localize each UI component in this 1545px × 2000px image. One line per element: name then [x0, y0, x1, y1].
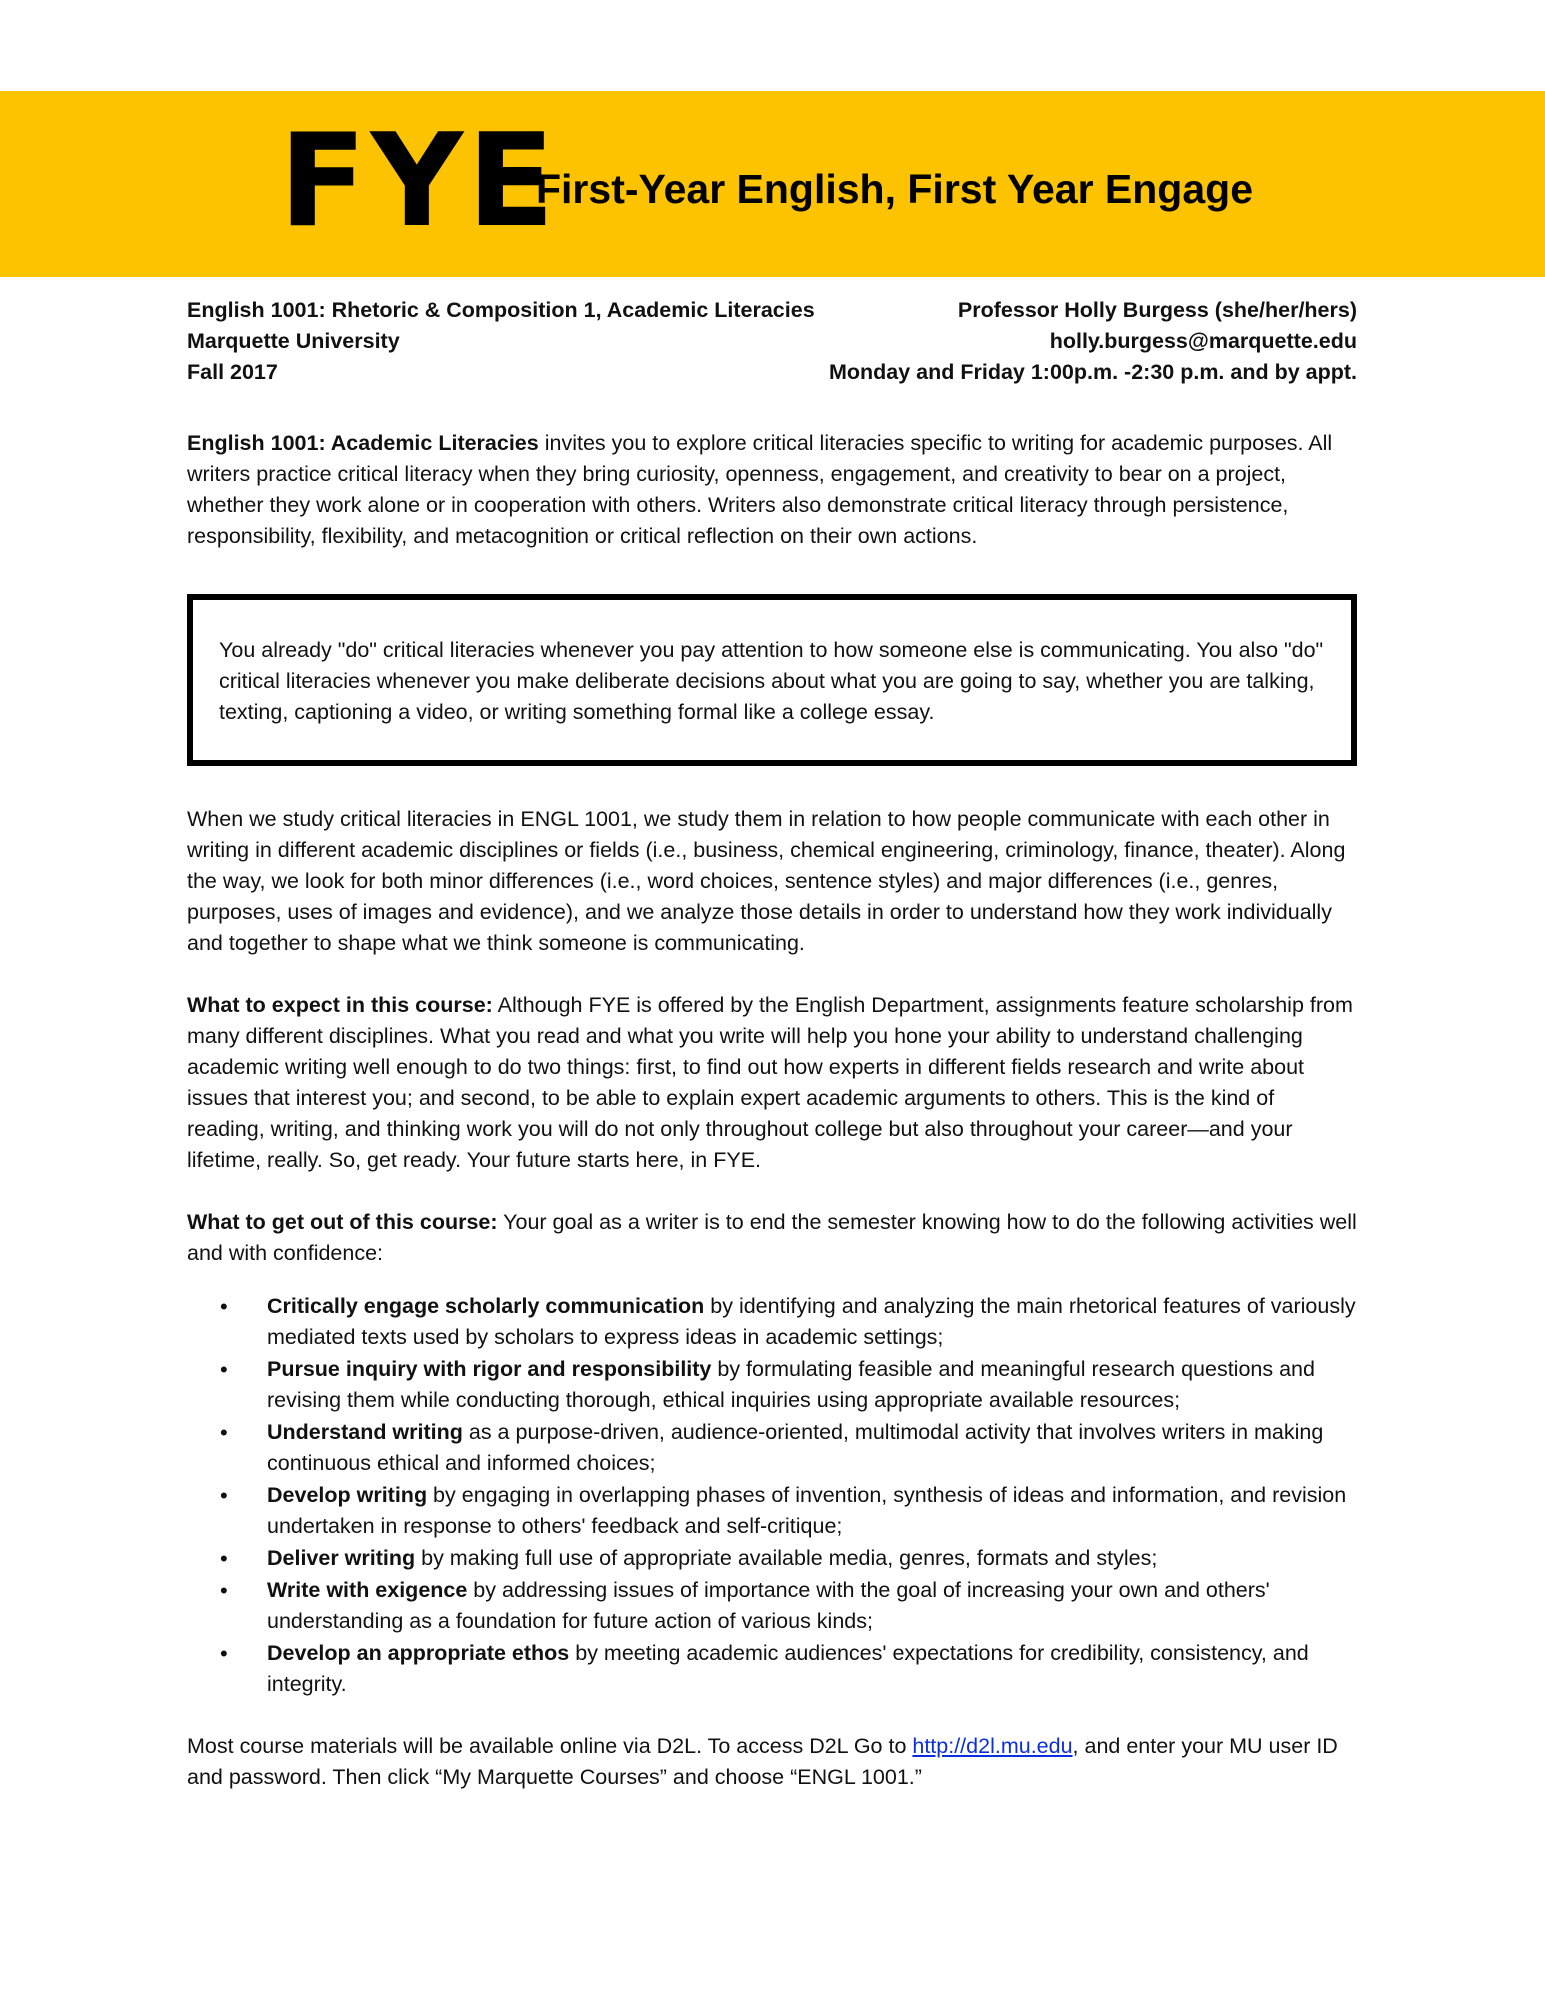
- list-item: [220, 1291, 1357, 1353]
- outcome-title: Critically engage scholarly communication: [267, 1294, 705, 1318]
- course-title: English 1001: Rhetoric & Composition 1, Academic Literacies: [187, 298, 815, 322]
- outcome-text: as a purpose-driven, audience-oriented, multimodal activity that involves writers in making continuous ethical and informed choices;: [267, 1420, 1324, 1475]
- bullet-icon: •: [220, 1420, 228, 1445]
- bullet-icon: •: [220, 1357, 228, 1382]
- list-item: [220, 1543, 1357, 1574]
- list-item: [220, 1638, 1357, 1700]
- goals-paragraph: [187, 1207, 1357, 1269]
- outcome-title: Develop writing: [267, 1483, 428, 1507]
- callout-text: You already "do" critical literacies whenever you pay attention to how someone else is communicating. You also "do" critical literacies whenever you make deliberate decisions about what you are going to say, whether you are talking, texting, captioning a video, or writing something formal like a college essay.: [219, 638, 1324, 724]
- expect-paragraph: [187, 990, 1357, 1176]
- outcome-text: by engaging in overlapping phases of invention, synthesis of ideas and information, and revision undertaken in response to others' feedback and self-critique;: [267, 1483, 1347, 1538]
- bullet-icon: •: [220, 1641, 228, 1666]
- outcome-text: by meeting academic audiences' expectations for credibility, consistency, and integrity.: [267, 1641, 1309, 1696]
- university-name: Marquette University: [187, 329, 400, 353]
- intro-text: invites you to explore critical literacies specific to writing for academic purposes. All writers practice critical literacy when they bring curiosity, openness, engagement, and creativity to bear on a project, whether they work alone or in cooperation with others. Writers also demonstrate critical literacy through persistence, responsibility, flexibility, and metacognition or critical reflection on their own actions.: [187, 431, 1333, 548]
- outcome-title: Pursue inquiry with rigor and responsibility: [267, 1357, 712, 1381]
- course-header: [187, 295, 1357, 388]
- expect-lead: What to expect in this course:: [187, 993, 493, 1017]
- list-item: [220, 1480, 1357, 1542]
- outcome-text: by identifying and analyzing the main rhetorical features of variously mediated texts used by scholars to express ideas in academic settings;: [267, 1294, 1356, 1349]
- closing-text-after: , and enter your MU user ID and password. Then click “My Marquette Courses” and choose “ENGL 1001.”: [187, 1734, 1338, 1789]
- outcome-title: Write with exigence: [267, 1578, 468, 1602]
- outcome-text: by addressing issues of importance with the goal of increasing your own and others' understanding as a foundation for future action of various kinds;: [267, 1578, 1270, 1633]
- bullet-icon: •: [220, 1294, 228, 1319]
- office-hours: Monday and Friday 1:00p.m. -2:30 p.m. and by appt.: [828, 360, 1357, 384]
- outcome-text: by formulating feasible and meaningful research questions and revising them while conducting thorough, ethical inquiries using appropriate available resources;: [267, 1357, 1315, 1412]
- intro-lead: English 1001: Academic Literacies: [187, 431, 539, 455]
- course-info: [187, 295, 815, 388]
- professor-name: Professor Holly Burgess (she/her/hers): [957, 298, 1357, 322]
- closing-paragraph: [187, 1731, 1357, 1793]
- intro-paragraph: [187, 428, 1357, 552]
- instructor-info: [829, 295, 1357, 388]
- outcome-title: Deliver writing: [267, 1546, 416, 1570]
- professor-email: holly.burgess@marquette.edu: [1049, 329, 1357, 353]
- study-paragraph: When we study critical literacies in ENGL 1001, we study them in relation to how people communicate with each other in writing in different academic disciplines or fields (i.e., business, chemical engineering, criminology, finance, theater). Along the way, we look for both minor differences (i.e., word choices, sentence styles) and major differences (i.e., genres, purposes, uses of images and evidence), and we analyze those details in order to understand how they work individually and together to shape what we think someone is communicating.: [187, 807, 1346, 955]
- outcome-title: Understand writing: [267, 1420, 463, 1444]
- goals-text: Your goal as a writer is to end the semester knowing how to do the following activities well and with confidence:: [187, 1210, 1357, 1265]
- list-item: [220, 1575, 1357, 1637]
- outcome-text: by making full use of appropriate available media, genres, formats and styles;: [415, 1546, 1158, 1570]
- list-item: [220, 1354, 1357, 1416]
- outcomes-list: [187, 1291, 1357, 1700]
- d2l-link[interactable]: http://d2l.mu.edu: [912, 1734, 1073, 1758]
- bullet-icon: •: [220, 1546, 228, 1571]
- bullet-icon: •: [220, 1483, 228, 1508]
- callout-box: [187, 594, 1357, 766]
- term: Fall 2017: [187, 360, 278, 384]
- goals-lead: What to get out of this course:: [187, 1210, 498, 1234]
- list-item: [220, 1417, 1357, 1479]
- closing-text-before: Most course materials will be available online via D2L. To access D2L Go to: [187, 1734, 913, 1758]
- syllabus-body: [187, 295, 1357, 1793]
- banner-tagline: First-Year English, First Year Engage: [536, 166, 1253, 212]
- expect-text: Although FYE is offered by the English Department, assignments feature scholarship from many different disciplines. What you read and what you write will help you hone your ability to understand challenging academic writing well enough to do two things: first, to find out how experts in different fields research and write about issues that interest you; and second, to be able to explain expert academic arguments to others. This is the kind of reading, writing, and thinking work you will do not only throughout college but also throughout your career—and your lifetime, really. So, get ready. Your future starts here, in FYE.: [187, 993, 1353, 1172]
- fye-logo: FYE: [279, 107, 559, 256]
- outcome-title: Develop an appropriate ethos: [267, 1641, 570, 1665]
- bullet-icon: •: [220, 1578, 228, 1603]
